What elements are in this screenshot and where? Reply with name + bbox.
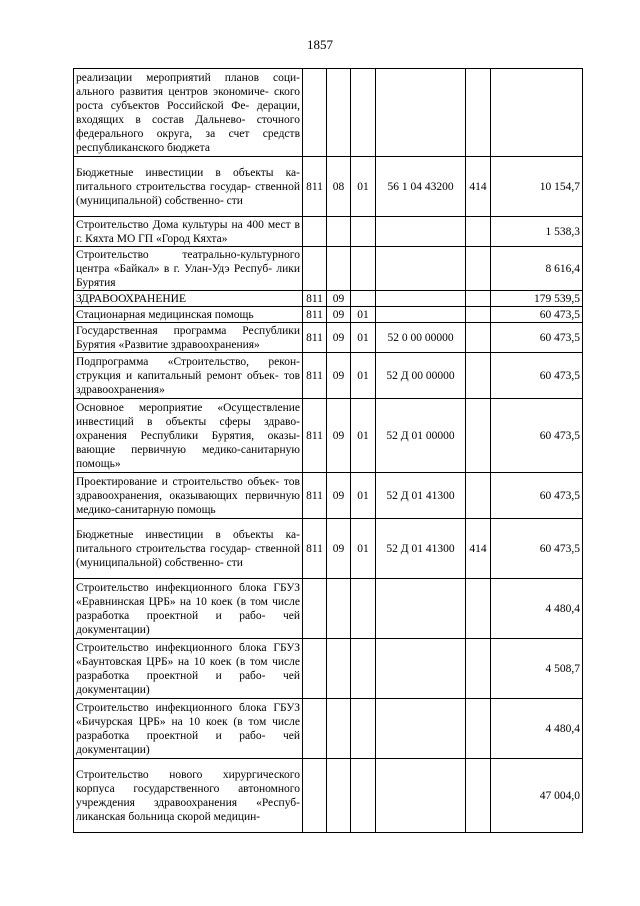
table-row <box>74 519 583 579</box>
subsection-code-cell <box>351 247 376 291</box>
table-row <box>74 291 583 307</box>
row-name-cell: реализации мероприятий планов соци- ального развития центров экономиче- ского роста субъектов Российской Фе- дерации, входящих в состав Дальнево- сточного федерального округа, за счет средств республиканского бюджета <box>74 69 303 157</box>
table-row <box>74 699 583 759</box>
target-article-code-cell <box>376 247 466 291</box>
ministry-code-cell: 811 <box>303 291 327 307</box>
row-name-cell: Бюджетные инвестиции в объекты ка- питального строительства государ- ственной (муниципальной) собственно- сти <box>74 157 303 217</box>
section-code-cell <box>327 579 351 639</box>
subsection-code-cell: 01 <box>351 353 376 399</box>
subsection-code-cell: 01 <box>351 323 376 353</box>
subsection-code-cell <box>351 699 376 759</box>
row-name-cell: Государственная программа Республики Бурятия «Развитие здравоохранения» <box>74 323 303 353</box>
ministry-code-cell <box>303 69 327 157</box>
table-row <box>74 69 583 157</box>
row-name-cell: Стационарная медицинская помощь <box>74 307 303 323</box>
expense-type-code-cell <box>466 217 491 247</box>
section-code-cell: 09 <box>327 473 351 519</box>
target-article-code-cell <box>376 217 466 247</box>
subsection-code-cell <box>351 639 376 699</box>
ministry-code-cell <box>303 217 327 247</box>
table-row <box>74 157 583 217</box>
amount-cell <box>491 69 583 157</box>
section-code-cell <box>327 247 351 291</box>
subsection-code-cell <box>351 759 376 833</box>
amount-cell: 4 480,4 <box>491 579 583 639</box>
expense-type-code-cell <box>466 473 491 519</box>
ministry-code-cell: 811 <box>303 307 327 323</box>
row-name-cell: Бюджетные инвестиции в объекты ка- питального строительства государ- ственной (муниципальной) собственно- сти <box>74 519 303 579</box>
section-code-cell: 09 <box>327 353 351 399</box>
ministry-code-cell: 811 <box>303 473 327 519</box>
target-article-code-cell <box>376 69 466 157</box>
amount-cell: 60 473,5 <box>491 473 583 519</box>
table-row <box>74 217 583 247</box>
subsection-code-cell <box>351 579 376 639</box>
target-article-code-cell <box>376 699 466 759</box>
section-code-cell: 09 <box>327 291 351 307</box>
target-article-code-cell <box>376 579 466 639</box>
amount-cell: 1 538,3 <box>491 217 583 247</box>
expense-type-code-cell <box>466 399 491 473</box>
subsection-code-cell: 01 <box>351 157 376 217</box>
table-row <box>74 759 583 833</box>
subsection-code-cell: 01 <box>351 519 376 579</box>
table-row <box>74 247 583 291</box>
ministry-code-cell <box>303 579 327 639</box>
amount-cell: 10 154,7 <box>491 157 583 217</box>
amount-cell: 60 473,5 <box>491 353 583 399</box>
ministry-code-cell <box>303 759 327 833</box>
page-number: 1857 <box>307 37 333 52</box>
row-name-cell: Строительство нового хирургического корпуса государственного автономного учреждения здравоохранения «Респуб- ликанская больница скорой медицин- <box>74 759 303 833</box>
amount-cell: 4 480,4 <box>491 699 583 759</box>
row-name-cell: Строительство инфекционного блока ГБУЗ «Баунтовская ЦРБ» на 10 коек (в том числе разработка проектной и рабо- чей документации) <box>74 639 303 699</box>
target-article-code-cell <box>376 639 466 699</box>
subsection-code-cell: 01 <box>351 399 376 473</box>
target-article-code-cell: 52 Д 01 41300 <box>376 473 466 519</box>
row-name-cell: Основное мероприятие «Осуществление инвестиций в объекты сферы здраво- охранения Республики Бурятия, оказы- вающие первичную медико-санитарную помощь» <box>74 399 303 473</box>
expense-type-code-cell <box>466 639 491 699</box>
row-name-cell: ЗДРАВООХРАНЕНИЕ <box>74 291 303 307</box>
subsection-code-cell: 01 <box>351 307 376 323</box>
table-row <box>74 399 583 473</box>
subsection-code-cell: 01 <box>351 473 376 519</box>
expense-type-code-cell <box>466 69 491 157</box>
expense-type-code-cell: 414 <box>466 157 491 217</box>
ministry-code-cell <box>303 247 327 291</box>
ministry-code-cell <box>303 699 327 759</box>
budget-table-body <box>74 69 583 833</box>
target-article-code-cell: 56 1 04 43200 <box>376 157 466 217</box>
amount-cell: 60 473,5 <box>491 519 583 579</box>
section-code-cell <box>327 759 351 833</box>
section-code-cell: 08 <box>327 157 351 217</box>
target-article-code-cell <box>376 759 466 833</box>
section-code-cell <box>327 217 351 247</box>
section-code-cell: 09 <box>327 323 351 353</box>
ministry-code-cell <box>303 639 327 699</box>
target-article-code-cell <box>376 307 466 323</box>
amount-cell: 47 004,0 <box>491 759 583 833</box>
row-name-cell: Строительство Дома культуры на 400 мест в г. Кяхта МО ГП «Город Кяхта» <box>74 217 303 247</box>
expense-type-code-cell <box>466 291 491 307</box>
target-article-code-cell: 52 Д 00 00000 <box>376 353 466 399</box>
expense-type-code-cell <box>466 323 491 353</box>
section-code-cell <box>327 639 351 699</box>
row-name-cell: Проектирование и строительство объек- тов здравоохранения, оказывающих первичную медико-санитарную помощь <box>74 473 303 519</box>
ministry-code-cell: 811 <box>303 519 327 579</box>
row-name-cell: Строительство инфекционного блока ГБУЗ «Бичурская ЦРБ» на 10 коек (в том числе разработка проектной и рабо- чей документации) <box>74 699 303 759</box>
table-row <box>74 307 583 323</box>
target-article-code-cell: 52 Д 01 41300 <box>376 519 466 579</box>
table-row <box>74 579 583 639</box>
budget-table <box>73 68 583 833</box>
expense-type-code-cell <box>466 579 491 639</box>
target-article-code-cell: 52 Д 01 00000 <box>376 399 466 473</box>
row-name-cell: Строительство инфекционного блока ГБУЗ «Еравнинская ЦРБ» на 10 коек (в том числе разработка проектной и рабо- чей документации) <box>74 579 303 639</box>
expense-type-code-cell <box>466 353 491 399</box>
amount-cell: 8 616,4 <box>491 247 583 291</box>
table-row <box>74 323 583 353</box>
section-code-cell <box>327 699 351 759</box>
section-code-cell: 09 <box>327 519 351 579</box>
expense-type-code-cell: 414 <box>466 519 491 579</box>
subsection-code-cell <box>351 291 376 307</box>
section-code-cell: 09 <box>327 307 351 323</box>
expense-type-code-cell <box>466 699 491 759</box>
target-article-code-cell: 52 0 00 00000 <box>376 323 466 353</box>
ministry-code-cell: 811 <box>303 353 327 399</box>
expense-type-code-cell <box>466 307 491 323</box>
amount-cell: 60 473,5 <box>491 399 583 473</box>
subsection-code-cell <box>351 217 376 247</box>
section-code-cell: 09 <box>327 399 351 473</box>
expense-type-code-cell <box>466 759 491 833</box>
target-article-code-cell <box>376 291 466 307</box>
amount-cell: 60 473,5 <box>491 323 583 353</box>
table-row <box>74 639 583 699</box>
amount-cell: 4 508,7 <box>491 639 583 699</box>
row-name-cell: Подпрограмма «Строительство, рекон- струкция и капитальный ремонт объек- тов здравоохранения» <box>74 353 303 399</box>
ministry-code-cell: 811 <box>303 399 327 473</box>
table-row <box>74 353 583 399</box>
ministry-code-cell: 811 <box>303 157 327 217</box>
table-row <box>74 473 583 519</box>
section-code-cell <box>327 69 351 157</box>
subsection-code-cell <box>351 69 376 157</box>
expense-type-code-cell <box>466 247 491 291</box>
ministry-code-cell: 811 <box>303 323 327 353</box>
amount-cell: 60 473,5 <box>491 307 583 323</box>
amount-cell: 179 539,5 <box>491 291 583 307</box>
row-name-cell: Строительство театрально-культурного центра «Байкал» в г. Улан-Удэ Респуб- лики Бурятия <box>74 247 303 291</box>
